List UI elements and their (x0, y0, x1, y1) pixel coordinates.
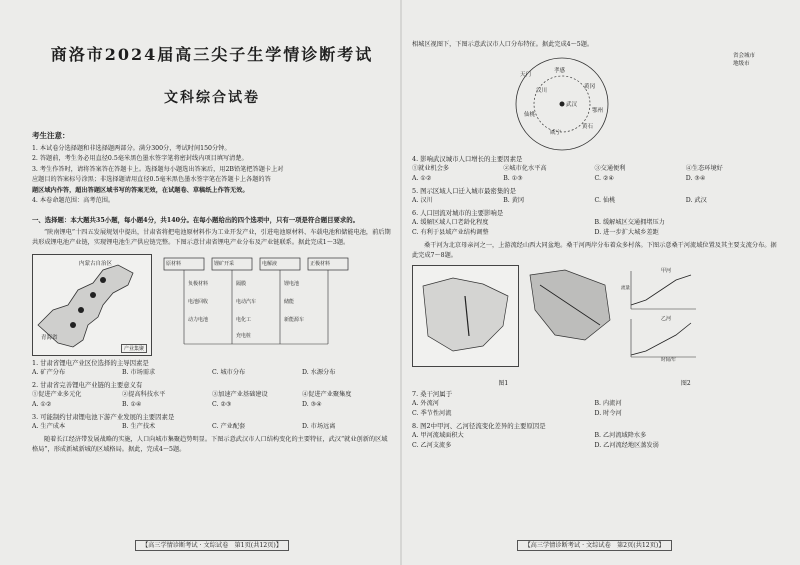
option: D. ③④ (302, 400, 322, 408)
option: A. 缓解区域人口老龄化程度 (412, 219, 489, 226)
notice-line: 2. 答题前，考生务必用直径0.5毫米黑色墨水签字笔将密封线内项目填写清楚。 (32, 155, 248, 162)
question-4: 4. 影响武汉城市人口增长的主要因素是 (412, 155, 523, 163)
question-8-options (412, 431, 777, 451)
option: B. 市场需求 (122, 368, 156, 376)
flow-label: 隔膜 (236, 280, 247, 287)
circle-diagram-icon (412, 52, 777, 152)
location-map (412, 265, 519, 367)
circle-label: 鄂州 (592, 108, 604, 114)
option: A. ①② (412, 175, 432, 182)
notice-block (32, 131, 392, 207)
question-1-options (32, 368, 392, 378)
exam-subtitle: 文科综合试卷 (164, 90, 260, 106)
option: B. 黄冈 (503, 197, 525, 204)
flow-label: 电解液 (262, 260, 278, 267)
industry-flowchart (160, 254, 392, 354)
circle-label: 黄冈 (584, 84, 596, 90)
chart-label: 时间/年 (661, 358, 677, 363)
circle-figure (412, 52, 777, 152)
option: D. 时令河 (594, 410, 622, 417)
map-label-region2: 青海省 (41, 334, 58, 341)
option: ③交通便利 (594, 165, 626, 172)
exam-title: 商洛市2024届高三尖子生学情诊断考试 (50, 45, 374, 64)
notice-line: 题区域内作答，超出答题区域书写的答案无效，在试题卷、草稿纸上作答无效。 (32, 186, 249, 194)
passage-3: 桑干河为北京母亲河之一，上游流经山西大同盆地。桑干河两岸分布着众多村落。下图示意桑干河流域位置及其主要支流分布。据此完成7～8题。 (412, 242, 777, 259)
question-7-options (412, 399, 777, 419)
flow-label: 原材料 (166, 260, 182, 267)
map-legend: 产业集聚 (121, 344, 147, 353)
legend-item: 地级市 (732, 61, 750, 67)
question-2-statements (32, 390, 392, 400)
option: C. 仙桃 (594, 197, 616, 204)
option: C. 城市分布 (212, 368, 246, 376)
flow-label: 充电桩 (236, 332, 252, 339)
circle-label: 汉川 (536, 88, 548, 94)
passage-1: “陕南锂电”十四五发展规划中提出，甘肃省将把电池原材料作为工业开发产业，引进电池原材料、车载电池和储能电池，前后期共形成锂电池产业链，实现锂电池生产供应链完整。下图示意甘肃省锂电产业分布及产业链联系。据此完成1～3题。 (32, 228, 391, 246)
question-4-statements (412, 164, 777, 174)
basin-map (525, 265, 615, 365)
left-footer (32, 540, 392, 549)
option: A. 生产成本 (32, 422, 66, 430)
chart-label: 乙河 (661, 316, 672, 322)
question-3-options (32, 422, 392, 432)
circle-label: 仙桃 (524, 112, 536, 118)
legend-item: 省会城市 (732, 53, 755, 59)
option: C. 乙河支流多 (412, 442, 452, 449)
question-4-options (412, 174, 777, 184)
question-8: 8. 图2中甲河、乙河径流变化差异的主要原因是 (412, 422, 546, 430)
figure-caption: 图1 (498, 380, 509, 387)
option: D. 乙河流经地区蒸发弱 (594, 442, 659, 449)
section-one-heading: 一、选择题：本大题共35小题，每小题4分，共140分。在每小题给出的四个选项中，只有一项是符合题目要求的。 (32, 215, 360, 224)
option: D. ③④ (685, 175, 706, 182)
figure-captions (412, 378, 777, 387)
option: A. 汉川 (412, 197, 433, 204)
option: B. 生产技术 (122, 422, 156, 430)
option: A. ①② (32, 400, 52, 408)
basin-map-icon (525, 265, 615, 365)
notice-line: 4. 本卷命题范围：高考范围。 (32, 197, 115, 204)
question-2-options (32, 400, 392, 410)
right-footer-text: 【高三学情诊断考试 · 文综试卷 第2页(共12页)】 (517, 540, 671, 551)
option: ①就业机会多 (412, 165, 450, 172)
option: B. 内流河 (594, 400, 622, 407)
circle-label: 咸宁 (550, 130, 562, 136)
option: A. 甲河流域面积大 (412, 432, 464, 439)
flow-label: 电动汽车 (236, 298, 257, 305)
circle-label: 天门 (520, 72, 532, 78)
circle-label: 孝感 (554, 68, 566, 74)
right-intro: 相城区视图下，下图示意武汉市人口分布特征。据此完成4～5题。 (412, 41, 594, 48)
option: B. 缓解城区交通拥堵压力 (594, 219, 665, 226)
runoff-chart-icon (621, 265, 777, 365)
flow-label: 锂电池 (284, 280, 300, 287)
question-3: 3. 可能制约甘肃锂电池下游产业发展的主要因素是 (32, 412, 175, 421)
option: D. 武汉 (685, 197, 707, 204)
option: C. 产业配套 (212, 422, 246, 430)
circle-label: 黄石 (582, 124, 594, 130)
figure-caption: 图2 (680, 380, 691, 387)
option: D. 市场远离 (302, 422, 336, 430)
flow-label: 新能源车 (284, 316, 305, 323)
option: D. 水源分布 (302, 368, 336, 376)
passage-2: 随着长江经济带发展战略的实施，人口向城市集聚趋势明显。下图示意武汉市人口结构变化的主要特征，武汉“就业创新的区域格局”，形成新城新城的区域格局。据此，完成4～5题。 (32, 435, 388, 453)
option: C. 有利于县域产业结构调整 (412, 229, 489, 236)
runoff-charts (621, 265, 777, 365)
figure-row-1 (32, 254, 392, 356)
notice-line: 应题目的答案标号涂黑；非选择题请用直径0.5毫米黑色墨水签字笔在答题卡上各题的答 (32, 176, 271, 183)
option: ②城市化水平高 (503, 165, 547, 172)
flow-label: 电池回收 (188, 298, 209, 305)
flow-label: 锂矿开采 (214, 260, 235, 267)
location-map-icon (413, 266, 518, 366)
figure-row-2 (412, 265, 777, 377)
gansu-map (32, 254, 152, 356)
left-page (32, 10, 392, 555)
chart-label: 甲河 (661, 268, 672, 274)
question-5: 5. 图示区域人口迁入城市最密集的是 (412, 187, 516, 195)
option: C. 季节性河流 (412, 410, 452, 417)
right-page (412, 10, 777, 555)
option: ②提高科技水平 (122, 390, 166, 398)
question-7: 7. 桑干河属于 (412, 390, 453, 398)
notice-line: 3. 考生作答时，请将答案答在答题卡上。选择题每小题选出答案后，用2B铅笔把答题卡上对 (32, 165, 284, 173)
option: ①促进产业多元化 (32, 390, 82, 398)
right-footer (412, 540, 777, 549)
notice-head: 考生注意： (32, 131, 70, 140)
chart-label: 流量 (621, 286, 630, 291)
flow-label: 电化工 (236, 316, 252, 323)
question-2: 2. 甘肃省完善锂电产业链的主要意义有 (32, 380, 143, 389)
option: C. ②④ (594, 175, 615, 182)
question-1: 1. 甘肃省锂电产业区位选择的主导因素是 (32, 358, 149, 367)
question-6-options (412, 218, 777, 238)
page-fold (400, 0, 402, 565)
flow-label: 负极材料 (188, 280, 209, 287)
option: B. 乙河流域降水多 (594, 432, 647, 439)
left-footer-text: 【高三学情诊断考试 · 文综试卷 第1页(共12页)】 (135, 540, 289, 551)
option: C. ②③ (212, 400, 232, 408)
circle-label: 武汉 (566, 102, 578, 108)
question-6: 6. 人口回流对城市的主要影响是 (412, 209, 504, 217)
option: ③加速产业基础建设 (212, 390, 268, 398)
option: B. ①③ (503, 175, 523, 182)
option: ④促进产业聚集度 (302, 390, 352, 398)
map-label-region1: 内蒙古自治区 (79, 260, 113, 267)
option: B. ①④ (122, 400, 142, 408)
option: ④生态环境好 (685, 165, 723, 172)
flow-label: 储能 (284, 298, 295, 305)
flow-label: 正极材料 (310, 260, 331, 267)
option: A. 矿产分布 (32, 368, 66, 376)
option: D. 进一步扩大城乡差距 (594, 229, 659, 236)
flow-label: 动力电池 (188, 316, 209, 323)
notice-line: 1. 本试卷分选择题和非选择题两部分。满分300分，考试时间150分钟。 (32, 144, 231, 152)
question-5-options (412, 196, 777, 206)
option: A. 外流河 (412, 400, 439, 407)
circle-legend (733, 52, 755, 68)
